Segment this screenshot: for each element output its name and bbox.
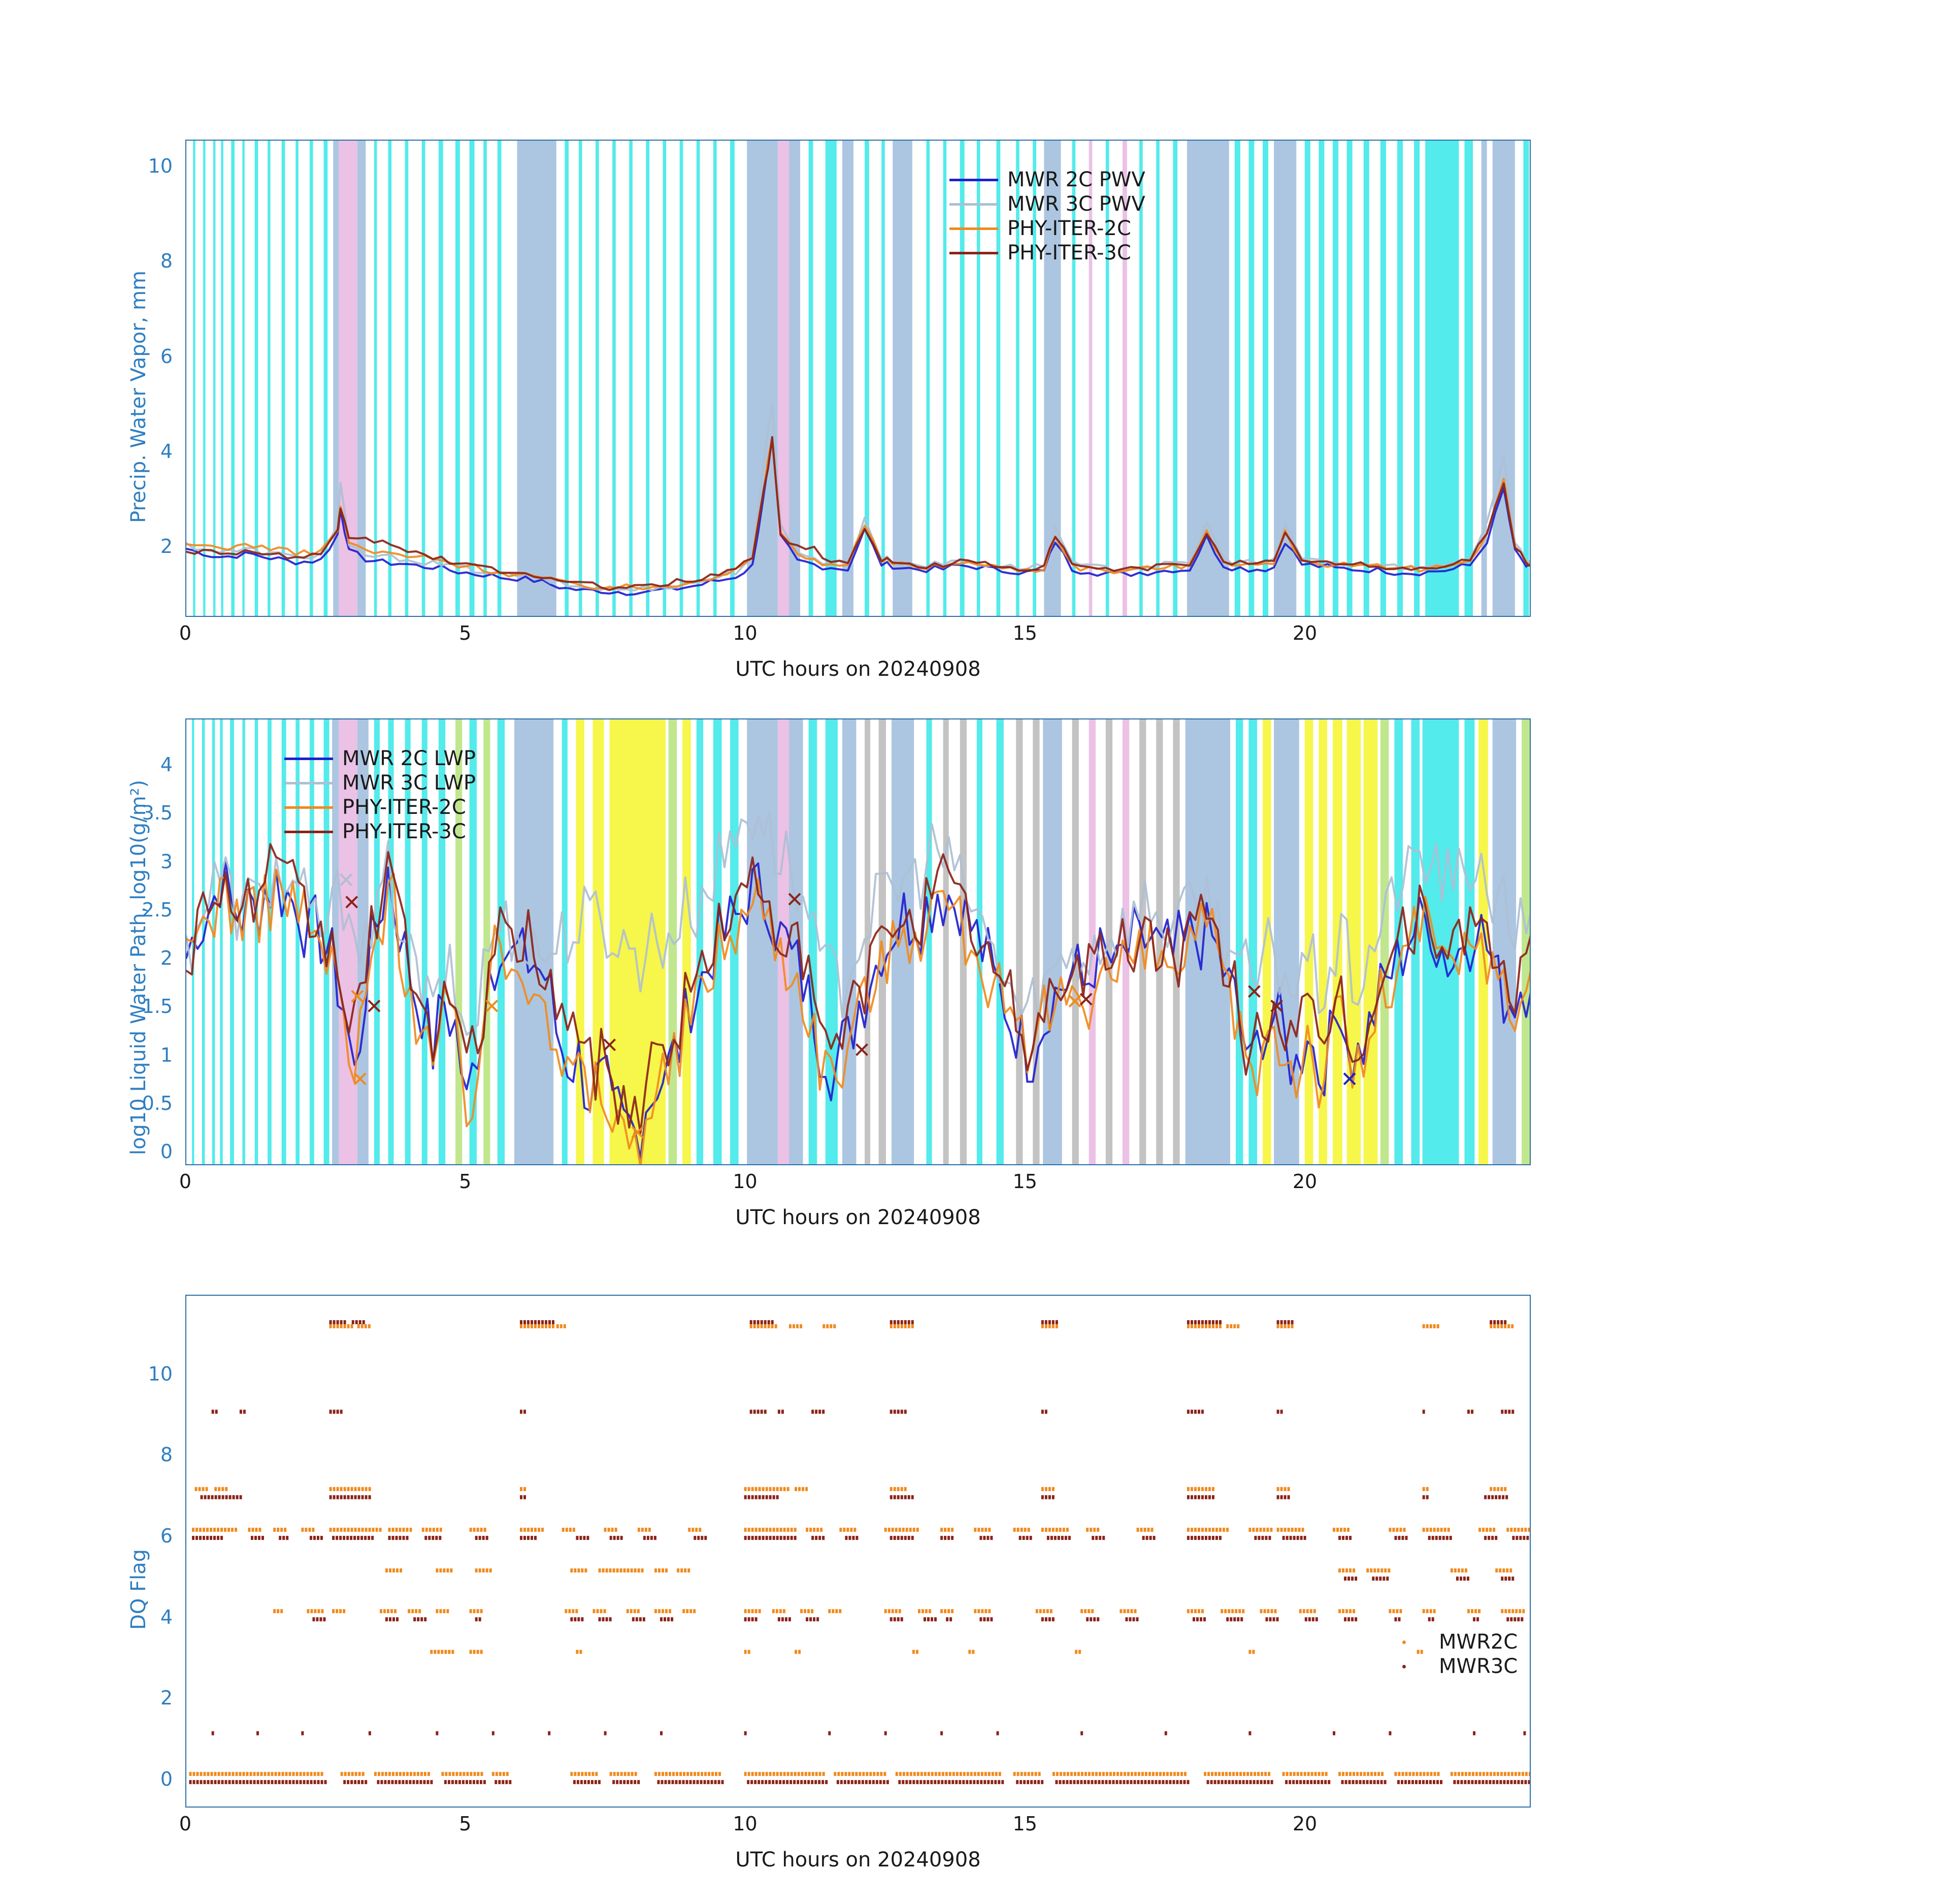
pwv-ytick-10: 10	[148, 155, 173, 178]
pwv-ytick-6: 6	[160, 345, 173, 368]
lwp-ytick-4: 4	[160, 753, 173, 776]
lwp-y-axis-label: log10 Liquid Water Path, log10(g/m²)	[127, 779, 150, 1155]
legend-label-phy-iter-2c-pwv: PHY-ITER-2C	[1007, 217, 1131, 240]
legend-label-mwr-2c-lwp: MWR 2C LWP	[342, 747, 476, 770]
pwv-y-axis-label: Precip. Water Vapor, mm	[127, 271, 150, 523]
pwv-xtick-5: 5	[459, 622, 472, 644]
lwp-ytick-2p5: 2.5	[142, 898, 173, 921]
legend-item-phy-iter-3c-lwp	[284, 819, 476, 844]
legend-label-mwr-3c-pwv: MWR 3C PWV	[1007, 192, 1145, 216]
legend-label-mwr2c: MWR2C	[1439, 1630, 1518, 1654]
legend-item-mwr-2c-lwp	[284, 746, 476, 771]
lwp-xtick-0: 0	[179, 1170, 192, 1193]
legend-item-mwr-2c-pwv	[949, 168, 1145, 192]
dq-x-axis-label: UTC hours on 20240908	[735, 1848, 981, 1872]
dq-ytick-6: 6	[160, 1525, 173, 1548]
pwv-xtick-10: 10	[733, 622, 758, 644]
dq-xtick-5: 5	[459, 1813, 472, 1835]
legend-label-mwr-2c-pwv: MWR 2C PWV	[1007, 168, 1145, 191]
dq-legend	[1381, 1630, 1518, 1679]
lwp-ytick-2: 2	[160, 947, 173, 970]
lwp-xtick-20: 20	[1292, 1170, 1318, 1193]
legend-swatch-mwr-3c-lwp	[284, 782, 333, 784]
legend-swatch-mwr-3c-pwv	[949, 203, 998, 206]
lwp-xtick-5: 5	[459, 1170, 472, 1193]
legend-item-phy-iter-3c-pwv	[949, 241, 1145, 265]
legend-swatch-mwr-2c-pwv	[949, 179, 998, 181]
pwv-plot-area	[185, 140, 1531, 617]
legend-label-mwr-3c-lwp: MWR 3C LWP	[342, 771, 476, 795]
lwp-x-axis-label: UTC hours on 20240908	[735, 1206, 981, 1229]
dq-xtick-15: 15	[1012, 1813, 1037, 1835]
dq-plot-area	[185, 1295, 1531, 1808]
dq-xtick-0: 0	[179, 1813, 192, 1835]
legend-swatch-phy-iter-2c-lwp	[284, 806, 333, 809]
legend-swatch-phy-iter-3c-pwv	[949, 252, 998, 254]
legend-item-phy-iter-2c-lwp	[284, 795, 476, 819]
legend-item-mwr-3c-pwv	[949, 192, 1145, 216]
legend-item-mwr-3c-lwp	[284, 771, 476, 795]
pwv-ytick-4: 4	[160, 440, 173, 463]
lwp-ytick-0p5: 0.5	[142, 1092, 173, 1114]
lwp-ytick-1p5: 1.5	[142, 995, 173, 1018]
legend-marker-mwr3c	[1381, 1654, 1430, 1679]
dq-y-axis-label: DQ Flag	[127, 1549, 150, 1630]
lwp-ytick-1: 1	[160, 1043, 173, 1066]
pwv-xtick-15: 15	[1012, 622, 1037, 644]
legend-item-mwr3c	[1381, 1654, 1518, 1679]
dq-ytick-8: 8	[160, 1443, 173, 1466]
pwv-xtick-20: 20	[1292, 622, 1318, 644]
pwv-xtick-0: 0	[179, 622, 192, 644]
lwp-ytick-3p5: 3.5	[142, 802, 173, 825]
dq-xtick-10: 10	[733, 1813, 758, 1835]
legend-swatch-mwr-2c-lwp	[284, 758, 333, 760]
lwp-ytick-0: 0	[160, 1140, 173, 1163]
dq-ytick-10: 10	[148, 1362, 173, 1385]
dq-ytick-0: 0	[160, 1768, 173, 1791]
lwp-xtick-15: 15	[1012, 1170, 1037, 1193]
legend-swatch-phy-iter-3c-lwp	[284, 831, 333, 833]
legend-marker-mwr2c	[1381, 1630, 1430, 1654]
legend-label-phy-iter-3c-lwp: PHY-ITER-3C	[342, 820, 466, 843]
dq-xtick-20: 20	[1292, 1813, 1318, 1835]
legend-label-phy-iter-2c-lwp: PHY-ITER-2C	[342, 796, 466, 819]
pwv-ytick-8: 8	[160, 250, 173, 273]
lwp-ytick-3: 3	[160, 850, 173, 873]
panel-dq-flag	[0, 1274, 1942, 1904]
pwv-ytick-2: 2	[160, 535, 173, 557]
panel-lwp	[0, 675, 1942, 1274]
panel-pwv	[0, 0, 1942, 681]
legend-label-phy-iter-3c-pwv: PHY-ITER-3C	[1007, 241, 1131, 265]
dq-ytick-4: 4	[160, 1605, 173, 1628]
dq-ytick-2: 2	[160, 1687, 173, 1710]
legend-item-phy-iter-2c-pwv	[949, 216, 1145, 241]
legend-label-mwr3c: MWR3C	[1439, 1655, 1518, 1678]
lwp-xtick-10: 10	[733, 1170, 758, 1193]
pwv-x-axis-label: UTC hours on 20240908	[735, 658, 981, 681]
legend-item-mwr2c	[1381, 1630, 1518, 1654]
legend-swatch-phy-iter-2c-pwv	[949, 227, 998, 230]
lwp-legend	[284, 746, 476, 844]
pwv-legend	[949, 168, 1145, 265]
